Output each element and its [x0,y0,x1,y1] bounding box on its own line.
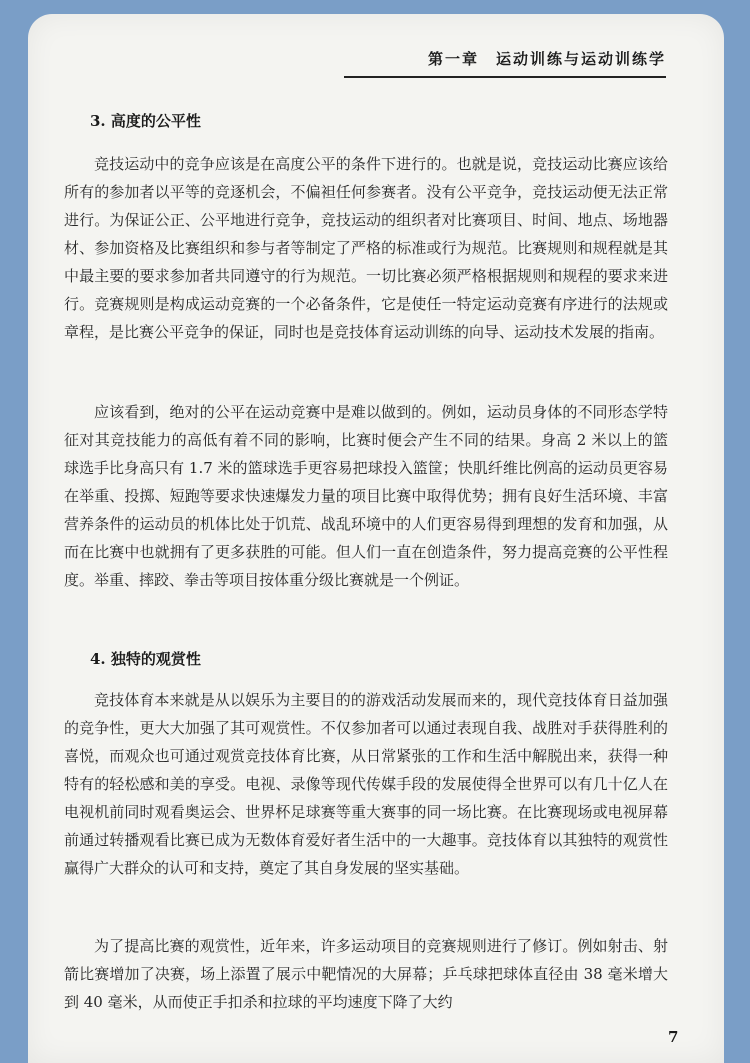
paragraph-fairness-2: 应该看到，绝对的公平在运动竞赛中是难以做到的。例如，运动员身体的不同形态学特征对其竞技能力的高低有着不同的影响，比赛时便会产生不同的结果。身高 2 米以上的篮球选手比身高只有 1.7 米的篮球选手更容易把球投入篮筐；快肌纤维比例高的运动员更容易在举重、投掷、短跑等要求快速爆发力量的项目比赛中取得优势；拥有良好生活环境、丰富营养条件的运动员的机体比处于饥荒、战乱环境中的人们更容易得到理想的发育和加强，从而在比赛中也就拥有了更多获胜的可能。但人们一直在创造条件，努力提高竞赛的公平性程度。举重、摔跤、拳击等项目按体重分级比赛就是一个例证。 [64,403,668,589]
section-heading-fairness: 3. 高度的公平性 [90,112,201,130]
section-heading-spectacle: 4. 独特的观赏性 [90,650,201,668]
header-rule [344,76,666,78]
paragraph-spectacle-1: 竞技体育本来就是从以娱乐为主要目的的游戏活动发展而来的，现代竞技体育日益加强的竞争性，更大大加强了其可观赏性。不仅参加者可以通过表现自我、战胜对手获得胜利的喜悦，而观众也可通过观赏竞技体育比赛，从日常紧张的工作和生活中解脱出来，获得一种特有的轻松感和美的享受。电视、录像等现代传媒手段的发展使得全世界可以有几十亿人在电视机前同时观看奥运会、世界杯足球赛等重大赛事的同一场比赛。在比赛现场或电视屏幕前通过转播观看比赛已成为无数体育爱好者生活中的一大趣事。竞技体育以其独特的观赏性赢得广大群众的认可和支持，奠定了其自身发展的坚实基础。 [64,691,668,877]
running-header: 第一章 运动训练与运动训练学 [427,50,666,68]
paragraph-fairness-1: 竞技运动中的竞争应该是在高度公平的条件下进行的。也就是说，竞技运动比赛应该给所有的参加者以平等的竞逐机会，不偏袒任何参赛者。没有公平竞争，竞技运动便无法正常进行。为保证公正、公平地进行竞争，竞技运动的组织者对比赛项目、时间、地点、场地器材、参加资格及比赛组织和参与者等制定了严格的标准或行为规范。比赛规则和规程就是其中最主要的要求参加者共同遵守的行为规范。一切比赛必须严格根据规则和规程的要求来进行。竞赛规则是构成运动竞赛的一个必备条件，它是使任一特定运动竞赛有序进行的法规或章程，是比赛公平竞争的保证，同时也是竞技体育运动训练的向导、运动技术发展的指南。 [64,155,668,341]
paragraph-spectacle-2: 为了提高比赛的观赏性，近年来，许多运动项目的竞赛规则进行了修订。例如射击、射箭比赛增加了决赛，场上添置了展示中靶情况的大屏幕；乒乓球把球体直径由 38 毫米增大到 40 毫米，从而使正手扣杀和拉球的平均速度下降了大约 [64,937,668,1011]
page-number: 7 [668,1028,679,1046]
